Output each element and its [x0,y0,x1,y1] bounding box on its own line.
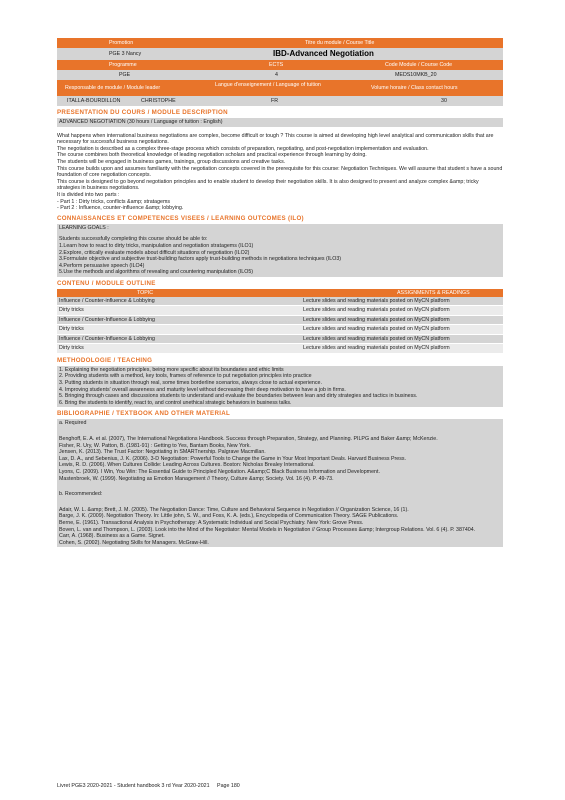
langue-label: Langue d'enseignement / Language of tuition [215,82,321,88]
methodology-title: METHODOLOGIE / TEACHING [57,356,153,364]
presentation-paragraph: - Part 2 : Influence, counter-influence &amp; lobbying. [57,205,184,212]
reference-item: Fisher, R. Ury, W. Patton, B. (1981-91) : Getting to Yes, Bantam Books, New York. [59,442,251,449]
table-row [57,315,503,325]
code-label: Code Module / Course Code [385,62,453,68]
topic-cell: Influence / Counter-influence & Lobbying [57,297,301,306]
outcome-item: 4.Perform persuasive speech (ILO4) [59,262,145,269]
presentation-paragraph: The course combines both theoretical knowledge of leading negotiation scholars and practical experience through learning by doing. [57,152,367,159]
reference-item: Carr, A. (1968). Business as a Game. Signet. [59,533,165,540]
assign-cell: Lecture slides and reading materials posted on MyCN platform [301,297,503,306]
presentation-title: PRESENTATION DU COURS / MODULE DESCRIPTION [57,109,228,116]
langue-value: FR [271,98,279,104]
table-row [57,306,503,316]
presentation-subtitle-box [57,118,503,127]
programme-value: PGE [119,72,131,78]
reference-item: Lewis, R. D. (2006). When Cultures Collide: Leading Across Cultures. Boston: Nicholas Brealey International. [59,462,315,469]
outcome-item: 1.Learn how to react to dirty tricks, manipulation and negotiation stratagems (ILO1) [59,242,254,249]
bibliography-box [57,419,503,547]
responsable-label: Responsable de module / Module leader [65,85,161,91]
ects-label: ECTS [269,62,284,68]
presentation-paragraph: This course is designed to go beyond negotiation principles and to enable student to develop their negotiation skills. It is also designed to present and analyze complex &amp; tricky strategies in business negotiations. [57,178,479,192]
outcomes-title: CONNAISSANCES ET COMPETENCES VISEES / LEARNING OUTCOMES (ILO) [57,214,304,222]
bibliography-title: BIBLIOGRAPHIE / TEXTBOOK AND OTHER MATERIAL [57,410,231,418]
reference-item: Cohen, S. (2002). Negotiating Skills for Managers. McGraw-Hill. [59,539,209,546]
course-header [57,38,503,106]
assign-cell: Lecture slides and reading materials posted on MyCN platform [301,325,503,335]
recommended-label: b. Recommended: [59,491,103,498]
responsable-value-1: ITALLA-BOURDILLON [67,98,121,104]
assign-cell: Lecture slides and reading materials posted on MyCN platform [301,344,503,354]
reference-item: Berne, E. (1961). Transactional Analysis in Psychotherapy: A Systematic Individual and Social Psychiatry. New York: Grove Press. [59,519,364,526]
topics-table [57,297,503,354]
outcomes-box [57,224,503,277]
page-footer [57,783,503,789]
reference-item: Lyons, C. (2009). I Win, You Win: The Essential Guide to Principled Negotiation. A&amp;C Black Business Information and Development. [59,469,380,475]
reference-item: Lax, D. A., and Sebenius, J. K. (2006). 3-D Negotiation: Powerful Tools to Change the Game in Your Most Important Deals. Harvard Business Press. [59,455,407,462]
assign-cell: Lecture slides and reading materials posted on MyCN platform [301,334,503,344]
topic-cell: Influence / Counter-Influence & Lobbying [57,315,301,325]
code-value: MEDS10MKB_20 [395,72,437,78]
outcome-item: 2.Explore, critically evaluate models about difficult situations of negotiation (ILO2) [59,249,250,256]
assign-cell: Lecture slides and reading materials posted on MyCN platform [301,315,503,325]
topic-cell: Influence / Counter-Influence & Lobbying [57,334,301,344]
presentation-paragraph: The students will be engaged in business games, trainings, group discussions and creative tasks. [57,158,286,165]
module-title-value: IBD-Advanced Negotiation [273,49,374,58]
methodology-item: 3. Putting students in situation through real, some times borderline scenarios, always close to actual experience. [59,380,322,387]
table-row [57,344,503,354]
promotion-value: PGE 3 Nancy [109,51,142,57]
outcome-item: 5.Use the methods and algorithms of revealing and countering manipulation (ILO5) [59,269,254,276]
reference-item: Adair, W. L. &amp; Brett, J. M. (2005). The Negotiation Dance: Time, Culture and Behavioral Sequence in Negotiation // Organization Science, 16 (1). [59,506,409,513]
reference-item: Boven, L. van and Thompson, L. (2003). Look into the Mind of the Negotiator: Mental Models in Negotiation // Group Processes &amp; Intergroup Relations. Vol. 6 (4). P. 387404. [59,526,476,533]
contenu-title: CONTENU / MODULE OUTLINE [57,279,156,287]
outcomes-goals-label: LEARNING GOALS : [59,224,109,231]
presentation-paragraph: This course builds upon and assumes familiarity with the negotiation concepts covered in the prerequisite for this course: Negotiation Techniques. We will assume that student s have a sound foundation of core negotiation concepts. [57,165,503,179]
presentation-body [57,133,503,212]
volume-label: Volume horaire / Class contact hours [371,85,458,91]
assign-cell: Lecture slides and reading materials posted on MyCN platform [301,306,503,316]
required-label: a. Required [59,420,87,427]
outcomes-intro: Students successfully completing this course should be able to: [59,236,208,243]
responsable-value-2: CHRISTOPHE [141,98,176,104]
methodology-box [57,366,503,408]
presentation-paragraph: The negotiation is described as a complex three-stage process which consists of preparation, negotiating, and post-negotiation implementation and evaluation. [57,145,429,152]
topic-column-header: TOPIC [137,289,154,296]
page-number: Page 180 [217,783,240,789]
topics-header [57,289,503,297]
presentation-subtitle: ADVANCED NEGOTIATION (30 hours / Language of tuition : English) [59,119,223,125]
topic-cell: Dirty tricks [57,325,301,335]
ects-value: 4 [275,72,278,78]
table-row [57,297,503,306]
volume-value: 30 [441,98,447,104]
promotion-label: Promotion [109,40,134,46]
reference-item: Mastenbroek, W. (1999). Negotiating as Emotion Management // Theory, Culture &amp; Society. Vol. 16 (4). P. 49-73. [59,475,334,482]
reference-item: Jensen, K. (2013). The Trust Factor: Negotiating in SMARTnership. Palgrave Macmillan. [59,449,266,456]
course-sheet [57,38,503,547]
methodology-item: 6. Bring the students to identify, react to, and control unethical strategic behaviors in business talks. [59,399,292,406]
footer-text: Livret PGE3 2020-2021 - Student handbook 3 rd Year 2020-2021 [57,783,210,789]
topic-cell: Dirty tricks [57,344,301,354]
assign-column-header: ASSIGNMENTS & READINGS [397,289,470,296]
methodology-item: 1. Explaining the negotiation principles, being more specific about its boundaries and ethic limits [59,366,284,373]
presentation-paragraph: - Part 1 : Dirty tricks, conflicts &amp; stratagems [57,198,171,205]
topic-cell: Dirty tricks [57,306,301,316]
table-row [57,325,503,335]
methodology-item: 5. Bringing through cases and discussions students to understand and evaluate the boundaries between lean and dirty strategies and tactics in business. [59,393,418,400]
reference-item: Benghoff, E. A. et al. (2007), The International Negotiations Handbook. Success through Preparation, Strategy, and Planning. PILPG and Baker &amp; McKenzie. [59,436,438,443]
presentation-paragraph: It is divided into two parts : [57,191,120,198]
outcome-item: 3.Formulate objective and subjective trust-building factors apply trust-building methods in negotiations techniques (ILO3) [59,256,342,263]
methodology-item: 2. Providing students with a method, key tools, frames of reference to put negotiation principles into practice [59,373,312,380]
programme-label: Programme [109,62,137,68]
methodology-item: 4. Improving students' overall awareness and maturity level without decreasing their deep motivation to have a job in firms. [59,386,346,393]
reference-item: Barge, J. K. (2009). Negotiation Theory. In: Little john, S. W., and Foss, K. A. (eds.), Encyclopedia of Communication Theory. SAGE Publications. [59,513,399,520]
presentation-paragraph: What happens when international business negotiations are complex, become difficult or tough ? This course is aimed at developing high level analytical and communication skills that are necessary for successful business negotiations. [57,132,494,146]
module-title-label: Titre du module / Course Title [305,40,375,46]
table-row [57,334,503,344]
